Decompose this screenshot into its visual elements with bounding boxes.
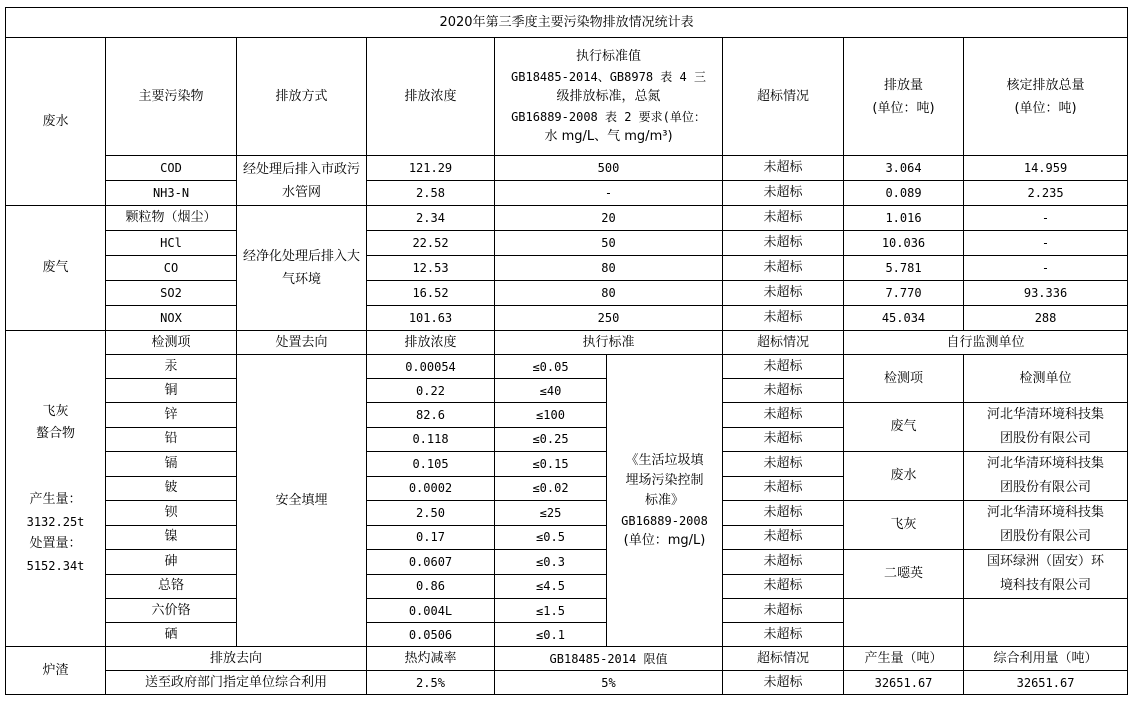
monitor-unit-line: 河北华清环境科技集 (987, 456, 1105, 471)
header-exceed: 超标情况 (723, 331, 844, 355)
item-cell: 硒 (106, 623, 237, 647)
standard-cell: 500 (495, 156, 723, 181)
monitor-empty-cell (844, 599, 964, 647)
monitor-item: 飞灰 (844, 501, 964, 550)
item-cell: 六价铬 (106, 599, 237, 623)
table-row (6, 306, 1128, 331)
exceed-cell: 未超标 (723, 281, 844, 306)
limit-cell: ≤40 (495, 379, 607, 403)
monitor-unit (964, 452, 1128, 501)
monitor-unit-line: 河北华清环境科技集 (987, 407, 1105, 422)
header-exceed: 超标情况 (723, 38, 844, 156)
exceed-cell: 未超标 (723, 379, 844, 403)
table-row (6, 256, 1128, 281)
item-cell: 汞 (106, 355, 237, 379)
limit-cell: ≤0.5 (495, 525, 607, 550)
exceed-cell: 未超标 (723, 427, 844, 452)
total-cell: 288 (964, 306, 1128, 331)
disposed-label: 处置量： (29, 535, 82, 551)
pollutant-cell: SO2 (106, 281, 237, 306)
concentration-cell: 101.63 (367, 306, 495, 331)
concentration-cell: 0.22 (367, 379, 495, 403)
table-row (6, 550, 1128, 575)
item-cell: 锌 (106, 403, 237, 428)
amount-cell: 10.036 (844, 231, 964, 256)
exceed-cell: 未超标 (723, 501, 844, 526)
pollutant-cell: COD (106, 156, 237, 181)
concentration-cell: 0.86 (367, 574, 495, 599)
produced-value: 3132.25t (26, 514, 85, 529)
concentration-cell: 121.29 (367, 156, 495, 181)
monitor-unit (964, 501, 1128, 550)
concentration-cell: 12.53 (367, 256, 495, 281)
table-row (6, 181, 1128, 206)
monitor-empty-cell (964, 599, 1128, 647)
item-cell: 铍 (106, 476, 237, 501)
amount-cell: 7.770 (844, 281, 964, 306)
monitor-unit-line: 团股份有限公司 (1000, 529, 1092, 544)
exceed-cell: 未超标 (723, 206, 844, 231)
exceed-cell: 未超标 (723, 156, 844, 181)
table-row (6, 231, 1128, 256)
table-row (6, 281, 1128, 306)
standard-line: GB18485-2014、GB8978 表 4 三 (511, 69, 706, 84)
limit-cell: ≤100 (495, 403, 607, 428)
monitor-unit-line: 境科技有限公司 (1000, 578, 1092, 593)
total-cell: - (964, 206, 1128, 231)
monitor-item: 废水 (844, 452, 964, 501)
standard-line: GB16889-2008 表 2 要求(单位： (511, 109, 706, 124)
limit-cell: ≤25 (495, 501, 607, 526)
flyash-category (6, 331, 106, 647)
pollutant-cell: CO (106, 256, 237, 281)
exceed-cell: 未超标 (723, 355, 844, 379)
concentration-cell: 0.004L (367, 599, 495, 623)
standard-cell: 80 (495, 256, 723, 281)
header-concentration: 排放浓度 (367, 38, 495, 156)
limit-cell: ≤0.3 (495, 550, 607, 575)
limit-cell: ≤4.5 (495, 574, 607, 599)
header-standard: 执行标准 (495, 331, 723, 355)
table-row (6, 206, 1128, 231)
wastegas-category: 废气 (6, 206, 106, 331)
limit-cell: ≤0.1 (495, 623, 607, 647)
exceed-cell: 未超标 (723, 181, 844, 206)
exceed-cell: 未超标 (723, 476, 844, 501)
total-cell: 14.959 (964, 156, 1128, 181)
pollutant-cell: NH3-N (106, 181, 237, 206)
standard-line: 水 mg/L、气 mg/m³) (544, 128, 673, 144)
header-total: 核定排放总量 (单位：吨) (964, 38, 1128, 156)
header-limit: GB18485-2014 限值 (495, 647, 723, 671)
total-cell: 93.336 (964, 281, 1128, 306)
item-cell: 总铬 (106, 574, 237, 599)
standard-line: GB16889-2008 (621, 513, 708, 528)
emissions-table (5, 7, 1128, 695)
standard-line: 埋场污染控制 (625, 472, 704, 488)
header-amount: 排放量 (单位：吨) (844, 38, 964, 156)
limit-cell: ≤0.02 (495, 476, 607, 501)
header-produced: 产生量（吨） (844, 647, 964, 671)
monitor-unit-line: 国环绿洲（固安）环 (987, 554, 1105, 569)
discharge-method: 经净化处理后排入大气环境 (237, 206, 367, 331)
concentration-cell: 0.0002 (367, 476, 495, 501)
standard-cell: 50 (495, 231, 723, 256)
header-self-monitor: 自行监测单位 (844, 331, 1128, 355)
concentration-cell: 0.00054 (367, 355, 495, 379)
concentration-cell: 0.0506 (367, 623, 495, 647)
limit-cell: ≤1.5 (495, 599, 607, 623)
standard-line: 级排放标准，总氮 (556, 88, 661, 104)
table-title: 2020年第三季度主要污染物排放情况统计表 (6, 8, 1128, 38)
concentration-cell: 2.34 (367, 206, 495, 231)
discharge-method: 经处理后排入市政污水管网 (237, 156, 367, 206)
amount-cell: 1.016 (844, 206, 964, 231)
standard-line: (单位：mg/L) (623, 532, 706, 548)
monitor-item: 废气 (844, 403, 964, 452)
monitor-item-header: 检测项 (844, 355, 964, 403)
limit-cell: ≤0.05 (495, 355, 607, 379)
item-cell: 铅 (106, 427, 237, 452)
header-destination: 处置去向 (237, 331, 367, 355)
table-row (6, 452, 1128, 477)
header-pollutant: 主要污染物 (106, 38, 237, 156)
slag-produced: 32651.67 (844, 671, 964, 695)
standard-cell: 20 (495, 206, 723, 231)
total-cell: 2.235 (964, 181, 1128, 206)
table-row (6, 501, 1128, 526)
standard-cell: 250 (495, 306, 723, 331)
slag-destination: 送至政府部门指定单位综合利用 (106, 671, 367, 695)
standard-line: 《生活垃圾填 (625, 452, 704, 468)
limit-cell: ≤0.15 (495, 452, 607, 477)
header-concentration: 排放浓度 (367, 331, 495, 355)
concentration-cell: 22.52 (367, 231, 495, 256)
slag-loss: 2.5% (367, 671, 495, 695)
header-method: 排放方式 (237, 38, 367, 156)
limit-cell: ≤0.25 (495, 427, 607, 452)
item-cell: 镉 (106, 452, 237, 477)
table-row (6, 403, 1128, 428)
monitor-unit-line: 河北华清环境科技集 (987, 505, 1105, 520)
item-cell: 镍 (106, 525, 237, 550)
header-loss: 热灼减率 (367, 647, 495, 671)
flyash-name: 飞灰 (42, 403, 69, 419)
pollutant-cell: 颗粒物（烟尘） (106, 206, 237, 231)
total-cell: - (964, 256, 1128, 281)
concentration-cell: 16.52 (367, 281, 495, 306)
amount-cell: 3.064 (844, 156, 964, 181)
item-cell: 钡 (106, 501, 237, 526)
disposal-destination: 安全填埋 (237, 355, 367, 647)
table-row (6, 156, 1128, 181)
exceed-cell: 未超标 (723, 574, 844, 599)
amount-cell: 0.089 (844, 181, 964, 206)
flyash-standard (607, 355, 723, 647)
table-row (6, 599, 1128, 623)
header-utilized: 综合利用量（吨） (964, 647, 1128, 671)
header-item: 检测项 (106, 331, 237, 355)
item-cell: 砷 (106, 550, 237, 575)
exceed-cell: 未超标 (723, 256, 844, 281)
slag-limit: 5% (495, 671, 723, 695)
concentration-cell: 2.58 (367, 181, 495, 206)
exceed-cell: 未超标 (723, 525, 844, 550)
amount-cell: 5.781 (844, 256, 964, 281)
disposed-value: 5152.34t (26, 558, 85, 573)
pollutant-cell: NOX (106, 306, 237, 331)
exceed-cell: 未超标 (723, 452, 844, 477)
concentration-cell: 0.17 (367, 525, 495, 550)
exceed-cell: 未超标 (723, 231, 844, 256)
monitor-unit-header: 检测单位 (964, 355, 1128, 403)
standard-cell: 80 (495, 281, 723, 306)
wastewater-category: 废水 (6, 38, 106, 206)
exceed-cell: 未超标 (723, 403, 844, 428)
header-destination: 排放去向 (106, 647, 367, 671)
total-cell: - (964, 231, 1128, 256)
table-row (6, 355, 1128, 379)
concentration-cell: 0.0607 (367, 550, 495, 575)
concentration-cell: 0.105 (367, 452, 495, 477)
amount-cell: 45.034 (844, 306, 964, 331)
monitor-unit (964, 403, 1128, 452)
table-row (6, 671, 1128, 695)
slag-exceed: 未超标 (723, 671, 844, 695)
header-exceed: 超标情况 (723, 647, 844, 671)
standard-cell: - (495, 181, 723, 206)
concentration-cell: 2.50 (367, 501, 495, 526)
slag-category: 炉渣 (6, 647, 106, 695)
monitor-unit-line: 团股份有限公司 (1000, 480, 1092, 495)
pollutant-cell: HCl (106, 231, 237, 256)
exceed-cell: 未超标 (723, 550, 844, 575)
exceed-cell: 未超标 (723, 306, 844, 331)
standard-line: 执行标准值 (575, 48, 641, 64)
item-cell: 铜 (106, 379, 237, 403)
header-standard (495, 38, 723, 156)
monitor-item: 二噁英 (844, 550, 964, 599)
exceed-cell: 未超标 (723, 599, 844, 623)
produced-label: 产生量： (29, 491, 82, 507)
standard-line: 标准》 (644, 492, 684, 508)
slag-utilized: 32651.67 (964, 671, 1128, 695)
concentration-cell: 82.6 (367, 403, 495, 428)
flyash-name: 螯合物 (35, 425, 75, 441)
exceed-cell: 未超标 (723, 623, 844, 647)
monitor-unit (964, 550, 1128, 599)
concentration-cell: 0.118 (367, 427, 495, 452)
monitor-unit-line: 团股份有限公司 (1000, 431, 1092, 446)
